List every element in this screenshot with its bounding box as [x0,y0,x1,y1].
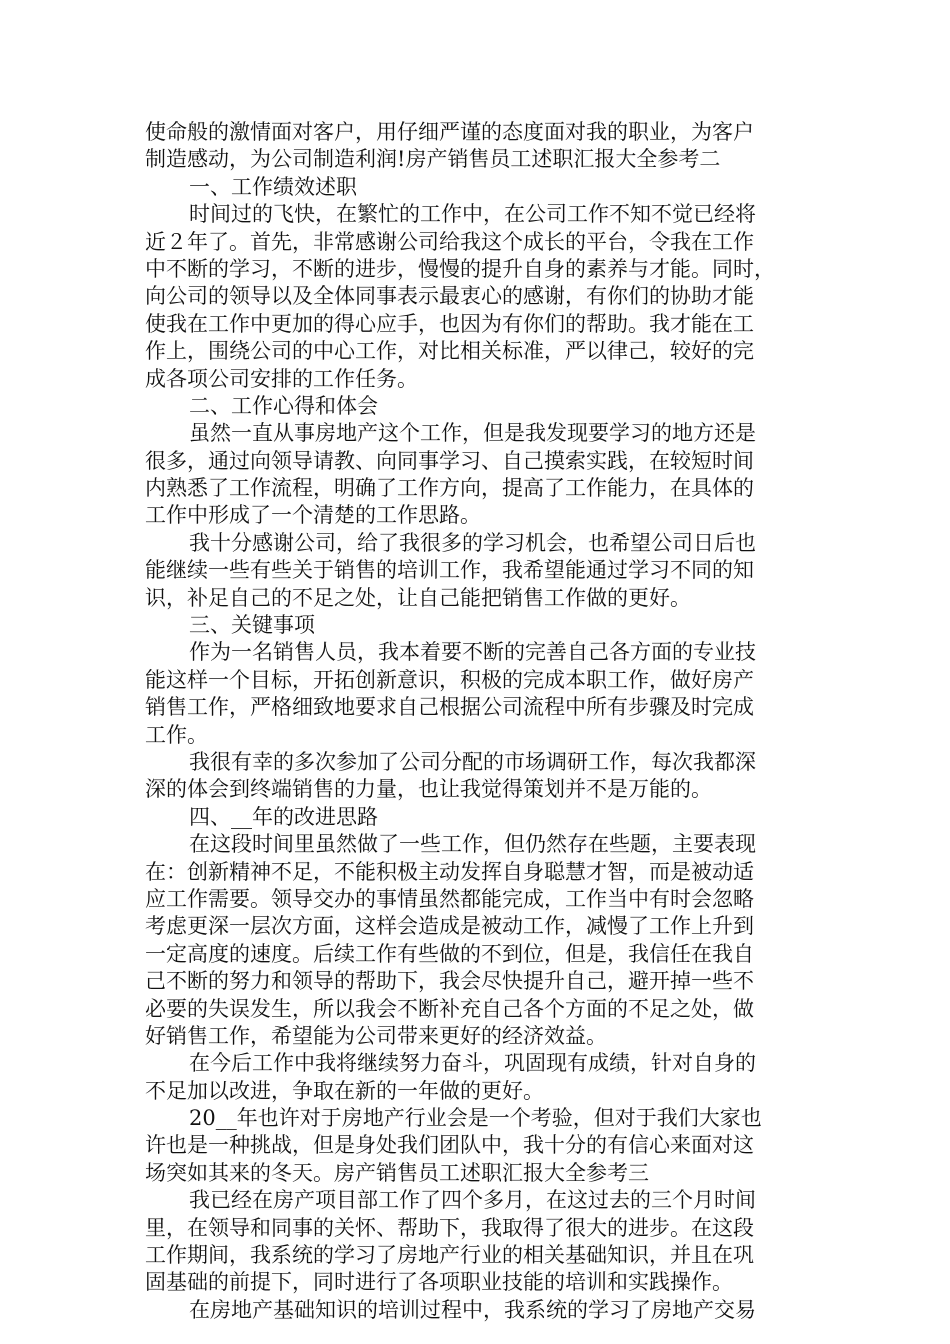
text-line: 工作期间，我系统的学习了房地产行业的相关基础知识，并且在巩 [145,1243,754,1268]
text-line: 在房地产基础知识的培训过程中，我系统的学习了房地产交易 [189,1297,756,1322]
text-line: 里，在领导和同事的关怀、帮助下，我取得了很大的进步。在这段 [145,1215,754,1240]
text-line: 能继续一些有些关于销售的培训工作，我希望能通过学习不同的知 [145,558,754,583]
text-line: 制造感动，为公司制造利润!房产销售员工述职汇报大全参考二 [145,147,721,172]
text-line: 三、关键事项 [189,613,315,638]
text-line: 不足加以改进，争取在新的一年做的更好。 [145,1078,544,1103]
text-line: 应工作需要。领导交办的事情虽然都能完成，工作当中有时会忽略 [145,886,754,911]
text-line: 考虑更深一层次方面，这样会造成是被动工作，减慢了工作上升到 [145,914,754,939]
text-line: 我已经在房产项目部工作了四个多月，在这过去的三个月时间 [189,1188,756,1213]
text-line: 我十分感谢公司，给了我很多的学习机会，也希望公司日后也 [189,530,756,555]
text-line: 己不断的努力和领导的帮助下，我会尽快提升自己，避开掉一些不 [145,969,754,994]
text-line: 很多，通过向领导请教、向同事学习、自己摸索实践，在较短时间 [145,448,754,473]
text-line: 一、工作绩效述职 [189,174,357,199]
text-line: 一定高度的速度。后续工作有些做的不到位，但是，我信任在我自 [145,941,754,966]
text-line: 二、工作心得和体会 [189,393,378,418]
text-line: 销售工作，严格细致地要求自己根据公司流程中所有步骤及时完成 [145,695,754,720]
text-line: 使我在工作中更加的得心应手，也因为有你们的帮助。我才能在工 [145,311,754,336]
text-line: 作上，围绕公司的中心工作，对比相关标准，严以律己，较好的完 [145,339,754,364]
text-line: 20__年也许对于房地产行业会是一个考验，但对于我们大家也 [189,1106,762,1131]
text-line: 工作。 [145,722,208,747]
text-line: 近２年了。首先，非常感谢公司给我这个成长的平台，令我在工作 [145,229,754,254]
text-line: 使命般的激情面对客户，用仔细严谨的态度面对我的职业，为客户 [145,120,754,144]
text-line: 在：创新精神不足，不能积极主动发挥自身聪慧才智，而是被动适 [145,859,754,884]
text-line: 能这样一个目标，开拓创新意识，积极的完成本职工作，做好房产 [145,667,754,692]
document-body [145,119,815,1324]
text-line: 必要的失误发生，所以我会不断补充自己各个方面的不足之处，做 [145,996,754,1021]
text-line: 识，补足自己的不足之处，让自己能把销售工作做的更好。 [145,585,691,610]
text-line: 工作中形成了一个清楚的工作思路。 [145,503,481,528]
text-line: 我很有幸的多次参加了公司分配的市场调研工作，每次我都深 [189,749,756,774]
text-line: 向公司的领导以及全体同事表示最衷心的感谢，有你们的协助才能 [145,284,754,309]
text-line: 成各项公司安排的工作任务。 [145,366,418,391]
text-line: 好销售工作，希望能为公司带来更好的经济效益。 [145,1023,607,1048]
text-line: 固基础的前提下，同时进行了各项职业技能的培训和实践操作。 [145,1270,733,1295]
text-line: 时间过的飞快，在繁忙的工作中，在公司工作不知不觉已经将 [189,202,756,227]
text-line: 虽然一直从事房地产这个工作，但是我发现要学习的地方还是 [189,421,756,446]
text-line: 在今后工作中我将继续努力奋斗，巩固现有成绩，针对自身的 [189,1051,756,1076]
text-line: 在这段时间里虽然做了一些工作，但仍然存在些题，主要表现 [189,832,756,857]
text-line: 许也是一种挑战，但是身处我们团队中，我十分的有信心来面对这 [145,1133,754,1158]
text-line: 场突如其来的冬天。房产销售员工述职汇报大全参考三 [145,1160,649,1185]
text-line: 四、__年的改进思路 [189,804,378,829]
text-line: 作为一名销售人员，我本着要不断的完善自己各方面的专业技 [189,640,756,665]
text-line: 深的体会到终端销售的力量，也让我觉得策划并不是万能的。 [145,777,712,802]
text-line: 中不断的学习，不断的进步，慢慢的提升自身的素养与才能。同时， [145,256,775,281]
text-line: 内熟悉了工作流程，明确了工作方向，提高了工作能力，在具体的 [145,476,754,501]
